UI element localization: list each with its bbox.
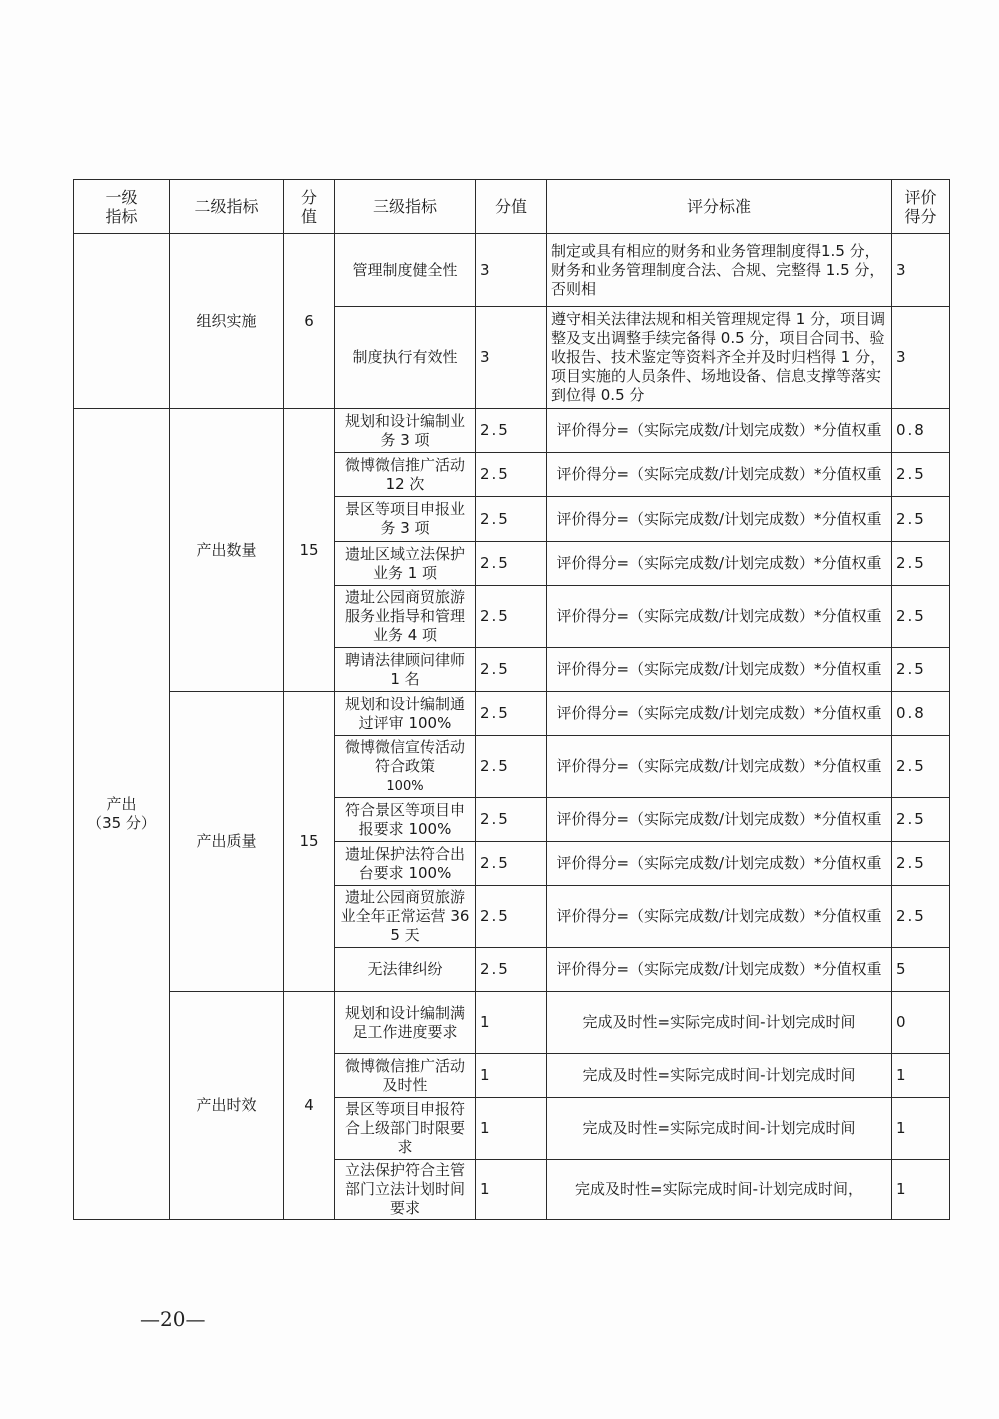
criteria-cell: 完成及时性=实际完成时间-计划完成时间，: [547, 1160, 892, 1220]
result-cell: 2.5: [892, 648, 950, 692]
indicator-cell: 符合景区等项目申报要求 100%: [335, 798, 476, 842]
criteria-cell: 评价得分=（实际完成数/计划完成数）*分值权重: [547, 542, 892, 586]
result-cell: 1: [892, 1054, 950, 1098]
score-cell: 1: [476, 1098, 547, 1160]
indicator-cell: 遗址公园商贸旅游服务业指导和管理业务 4 项: [335, 586, 476, 648]
result-cell: 2.5: [892, 453, 950, 497]
criteria-cell: 评价得分=（实际完成数/计划完成数）*分值权重: [547, 886, 892, 948]
level2-timeliness-score: 4: [284, 992, 335, 1220]
criteria-cell: 评价得分=（实际完成数/计划完成数）*分值权重: [547, 648, 892, 692]
level2-quality: 产出质量: [170, 692, 284, 992]
header-result: 评价 得分: [892, 180, 950, 234]
criteria-cell: 评价得分=（实际完成数/计划完成数）*分值权重: [547, 736, 892, 798]
criteria-cell: 完成及时性=实际完成时间-计划完成时间: [547, 1054, 892, 1098]
header-level1: 一级 指标: [74, 180, 170, 234]
score-cell: 2.5: [476, 497, 547, 542]
result-cell: 3: [892, 234, 950, 307]
result-cell: 5: [892, 948, 950, 992]
header-criteria: 评分标准: [547, 180, 892, 234]
criteria-cell: 评价得分=（实际完成数/计划完成数）*分值权重: [547, 842, 892, 886]
level2-timeliness: 产出时效: [170, 992, 284, 1220]
score-cell: 1: [476, 992, 547, 1054]
page-number: —20—: [140, 1307, 206, 1331]
score-cell: 2.5: [476, 409, 547, 453]
indicator-extra: 100%: [386, 778, 424, 794]
level2-org-score: 6: [284, 234, 335, 409]
result-cell: 2.5: [892, 497, 950, 542]
score-cell: 2.5: [476, 542, 547, 586]
score-cell: 2.5: [476, 453, 547, 497]
indicator-cell: [335, 736, 476, 798]
result-cell: 1: [892, 1098, 950, 1160]
criteria-cell: 评价得分=（实际完成数/计划完成数）*分值权重: [547, 586, 892, 648]
result-cell: 2.5: [892, 542, 950, 586]
table-row: [74, 992, 950, 1054]
indicator-cell: 微博微信推广活动 12 次: [335, 453, 476, 497]
criteria-cell: 评价得分=（实际完成数/计划完成数）*分值权重: [547, 409, 892, 453]
level2-quality-score: 15: [284, 692, 335, 992]
score-cell: 1: [476, 1160, 547, 1220]
header-level2: 二级指标: [170, 180, 284, 234]
result-cell: 0.8: [892, 409, 950, 453]
table-row: [74, 234, 950, 307]
score-cell: 2.5: [476, 692, 547, 736]
criteria-cell: 评价得分=（实际完成数/计划完成数）*分值权重: [547, 497, 892, 542]
criteria-cell: 制定或具有相应的财务和业务管理制度得1.5 分，财务和业务管理制度合法、合规、完整得 1.5 分，否则相: [547, 234, 892, 307]
result-cell: 2.5: [892, 798, 950, 842]
criteria-cell: 评价得分=（实际完成数/计划完成数）*分值权重: [547, 798, 892, 842]
table-row: [74, 692, 950, 736]
indicator-cell: 立法保护符合主管部门立法计划时间要求: [335, 1160, 476, 1220]
score-cell: 1: [476, 1054, 547, 1098]
header-score2: 分 值: [284, 180, 335, 234]
score-cell: 3: [476, 307, 547, 409]
score-cell: 2.5: [476, 842, 547, 886]
criteria-cell: 完成及时性=实际完成时间-计划完成时间: [547, 1098, 892, 1160]
indicator-cell: 遗址保护法符合出台要求 100%: [335, 842, 476, 886]
result-cell: 3: [892, 307, 950, 409]
level2-org: 组织实施: [170, 234, 284, 409]
header-row: [74, 180, 950, 234]
indicator-cell: 景区等项目申报业务 3 项: [335, 497, 476, 542]
score-cell: 2.5: [476, 736, 547, 798]
level1-output: 产出 （35 分）: [74, 409, 170, 1220]
score-cell: 2.5: [476, 798, 547, 842]
criteria-cell: 遵守相关法律法规和相关管理规定得 1 分，项目调整及支出调整手续完备得 0.5 分，项目合同书、验收报告、技术鉴定等资料齐全并及时归档得 1 分，项目实施的人员条件、场地设备、信息支撑等落实到位得 0.5 分: [547, 307, 892, 409]
table-row: [74, 409, 950, 453]
indicator-cell: 规划和设计编制通过评审 100%: [335, 692, 476, 736]
score-cell: 2.5: [476, 886, 547, 948]
indicator-cell: 聘请法律顾问律师 1 名: [335, 648, 476, 692]
indicator-cell: 制度执行有效性: [335, 307, 476, 409]
indicator-cell: 遗址区域立法保护业务 1 项: [335, 542, 476, 586]
evaluation-table: [73, 179, 950, 1220]
result-cell: 2.5: [892, 736, 950, 798]
indicator-cell: 规划和设计编制满足工作进度要求: [335, 992, 476, 1054]
indicator-cell: 遗址公园商贸旅游业全年正常运营 365 天: [335, 886, 476, 948]
result-cell: 2.5: [892, 842, 950, 886]
level2-quantity-score: 15: [284, 409, 335, 692]
indicator-cell: 微博微信推广活动及时性: [335, 1054, 476, 1098]
score-cell: 2.5: [476, 586, 547, 648]
indicator-cell: 管理制度健全性: [335, 234, 476, 307]
criteria-cell: 评价得分=（实际完成数/计划完成数）*分值权重: [547, 948, 892, 992]
header-level3: 三级指标: [335, 180, 476, 234]
score-cell: 2.5: [476, 948, 547, 992]
indicator-text: 微博微信宣传活动符合政策: [344, 737, 465, 775]
result-cell: 1: [892, 1160, 950, 1220]
result-cell: 2.5: [892, 586, 950, 648]
result-cell: 2.5: [892, 886, 950, 948]
indicator-cell: 无法律纠纷: [335, 948, 476, 992]
score-cell: 2.5: [476, 648, 547, 692]
criteria-cell: 完成及时性=实际完成时间-计划完成时间: [547, 992, 892, 1054]
level1-cell-empty: [74, 234, 170, 409]
result-cell: 0: [892, 992, 950, 1054]
indicator-cell: 景区等项目申报符合上级部门时限要求: [335, 1098, 476, 1160]
result-cell: 0.8: [892, 692, 950, 736]
header-score3: 分值: [476, 180, 547, 234]
score-cell: 3: [476, 234, 547, 307]
criteria-cell: 评价得分=（实际完成数/计划完成数）*分值权重: [547, 453, 892, 497]
level2-quantity: 产出数量: [170, 409, 284, 692]
indicator-cell: 规划和设计编制业务 3 项: [335, 409, 476, 453]
criteria-cell: 评价得分=（实际完成数/计划完成数）*分值权重: [547, 692, 892, 736]
